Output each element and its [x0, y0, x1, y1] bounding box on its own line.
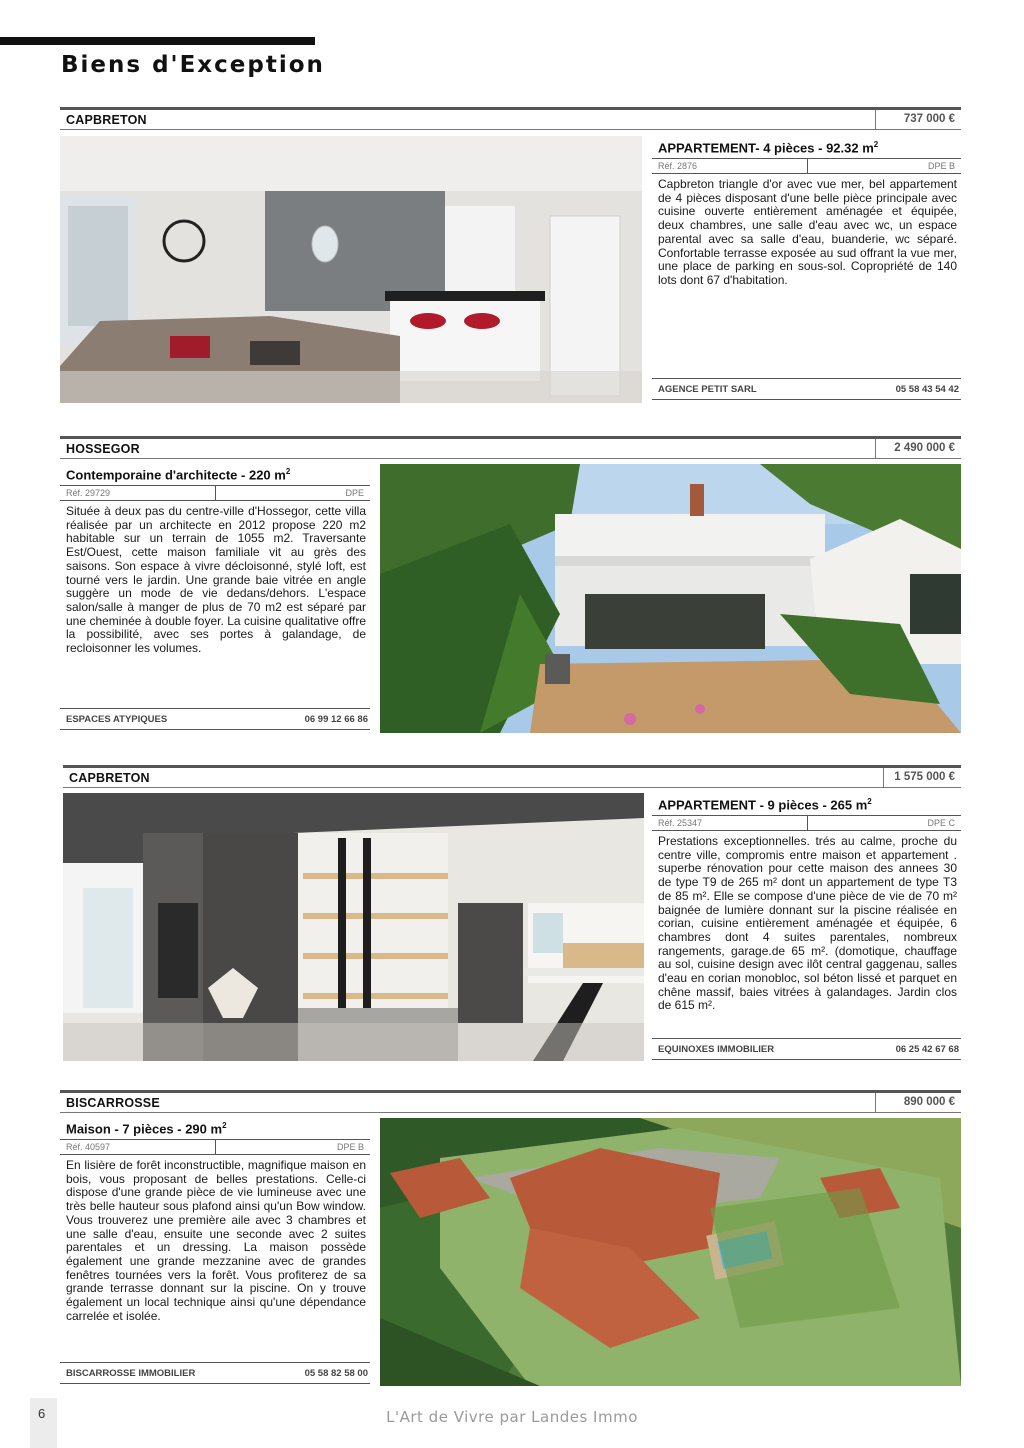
listing-biscarrosse: [60, 1090, 961, 1388]
listing-ref-line: [60, 486, 370, 501]
listing-price: 2 490 000 €: [875, 439, 961, 458]
listing-ref: Réf. 2876: [658, 161, 698, 171]
listing-agency: AGENCE PETIT SARL: [658, 384, 757, 395]
listing-header: [60, 436, 961, 459]
listing-header: [63, 765, 961, 788]
listing-photo-interior: [63, 793, 644, 1061]
listing-capbreton-2: [63, 765, 961, 1063]
listing-footer: [652, 378, 961, 400]
listing-city: CAPBRETON: [66, 113, 147, 127]
listing-description: Prestations exceptionnelles. trés au calme, proche du centre ville, compromis entre maison et appartement . superbe rénovation pour cette maison des annees 30 de type T9 de 265 m² dont un appartement de type T3 de 85 m². Elle se compose d'une pièce de vie de 70 m² baignée de lumière donnant sur la piscine réalisée en corian, cuisine entièrement aménagée et équipée, 6 chambres dont 4 suites parentales, nombreux rangements, garage.de 65 m². (domotique, chauffage au sol, cuisine design avec ilôt central gaggenau, salles d'eau en corian monobloc, sol béton lissé et parquet en chêne massif, baies vitrées à galandages. Jardin clos de 615 m².: [658, 834, 957, 1013]
top-rule: [0, 37, 315, 45]
listing-photo-villa-garden: [380, 464, 961, 733]
listing-phone: 06 99 12 66 86: [304, 714, 368, 725]
listing-city: CAPBRETON: [69, 771, 150, 785]
listing-title: APPARTEMENT- 4 pièces - 92.32 $m^2$: [652, 136, 961, 159]
listing-dpe: DPE B: [927, 161, 955, 171]
listing-price: 1 575 000 €: [883, 768, 961, 787]
listing-header: [60, 1090, 961, 1113]
listing-ref-line: [60, 1140, 370, 1155]
listing-footer: [60, 1362, 370, 1384]
listing-footer: [60, 708, 370, 730]
listing-description: Capbreton triangle d'or avec vue mer, bel appartement de 4 pièces disposant d'une belle pièce principale avec cuisine ouverte entièrement aménagée et équipée, deux chambres, une salle d'eau avec wc, un espace parental avec sa salle d'eau, buanderie, wc séparé. Confortable terrasse exposée au sud offrant la vue mer, une place de parking en sous-sol. Copropriété de 140 lots dont 67 d'habitation.: [658, 177, 957, 287]
listing-ref: Réf. 29729: [66, 488, 111, 498]
listing-description: En lisière de forêt inconstructible, magnifique maison en bois, vous proposant de belles prestations. Celle-ci dispose d'une grande pièce de vie lumineuse avec une très belle hauteur sous plafond ainsi qu'un Bow window. Vous trouverez une première aile avec 3 chambres et une salle d'eau, ensuite une seconde avec 2 suites parentales et un dressing. La maison possède également une grande mezzanine avec de grandes fenêtres tournées vers la forêt. Vous profiterez de sa grande terrasse donnant sur la piscine. On y trouve également un local technique ainsi qu'une dépendance carrelée et isolée.: [66, 1158, 366, 1323]
page-heading: Biens d'Exception: [61, 52, 325, 78]
listing-dpe: DPE: [345, 488, 364, 498]
listing-price: 890 000 €: [875, 1093, 961, 1112]
listing-dpe: DPE B: [336, 1142, 364, 1152]
listing-ref: Réf. 40597: [66, 1142, 111, 1152]
listing-info: [60, 1117, 370, 1387]
listing-price: 737 000 €: [875, 110, 961, 129]
listing-phone: 05 58 43 54 42: [895, 384, 959, 395]
listing-agency: EQUINOXES IMMOBILIER: [658, 1044, 775, 1055]
listing-photo-aerial-house: [380, 1118, 961, 1386]
footer-tagline: L'Art de Vivre par Landes Immo: [386, 1408, 638, 1426]
listing-hossegor: [60, 436, 961, 734]
listing-dpe: DPE C: [927, 818, 955, 828]
listing-footer: [652, 1038, 961, 1060]
listing-title: Maison - 7 pièces - 290 $m^2$: [60, 1117, 370, 1140]
listing-phone: 05 58 82 58 00: [304, 1368, 368, 1379]
listing-phone: 06 25 42 67 68: [895, 1044, 959, 1055]
page-number: 6: [38, 1406, 46, 1421]
listing-info: [60, 463, 370, 734]
listing-title: APPARTEMENT - 9 pièces - 265 $m^2$: [652, 793, 961, 816]
listing-city: BISCARROSSE: [66, 1096, 160, 1110]
listing-info: [652, 793, 961, 1063]
listing-city: HOSSEGOR: [66, 442, 140, 456]
listing-capbreton-1: [60, 107, 961, 405]
listing-ref-line: [652, 816, 961, 831]
listing-header: [60, 107, 961, 130]
listing-info: [652, 136, 961, 405]
listing-title: Contemporaine d'architecte - 220 $m^2$: [60, 463, 370, 486]
listing-ref-line: [652, 159, 961, 174]
listing-ref: Réf. 25347: [658, 818, 703, 828]
listing-agency: BISCARROSSE IMMOBILIER: [66, 1368, 196, 1379]
listing-photo-living-room: [60, 136, 642, 403]
listing-description: Située à deux pas du centre-ville d'Hossegor, cette villa réalisée par un architecte en 2012 propose 220 m2 habitable sur un terrain de 1055 m2. Traversante Est/Ouest, cette maison familiale vit au grès des saisons. Son espace à vivre décloisonné, stylé loft, est tourné vers le jardin. Une grande baie vitrée en angle suggère un mode de vie dedans/dehors. L'espace salon/salle à manger de plus de 70 m2 est séparé par une cheminée à double foyer. La cuisine qualitative offre la possibilité, avec ses portes à galandage, de recloisonner les volumes.: [66, 504, 366, 656]
listing-agency: ESPACES ATYPIQUES: [66, 714, 168, 725]
